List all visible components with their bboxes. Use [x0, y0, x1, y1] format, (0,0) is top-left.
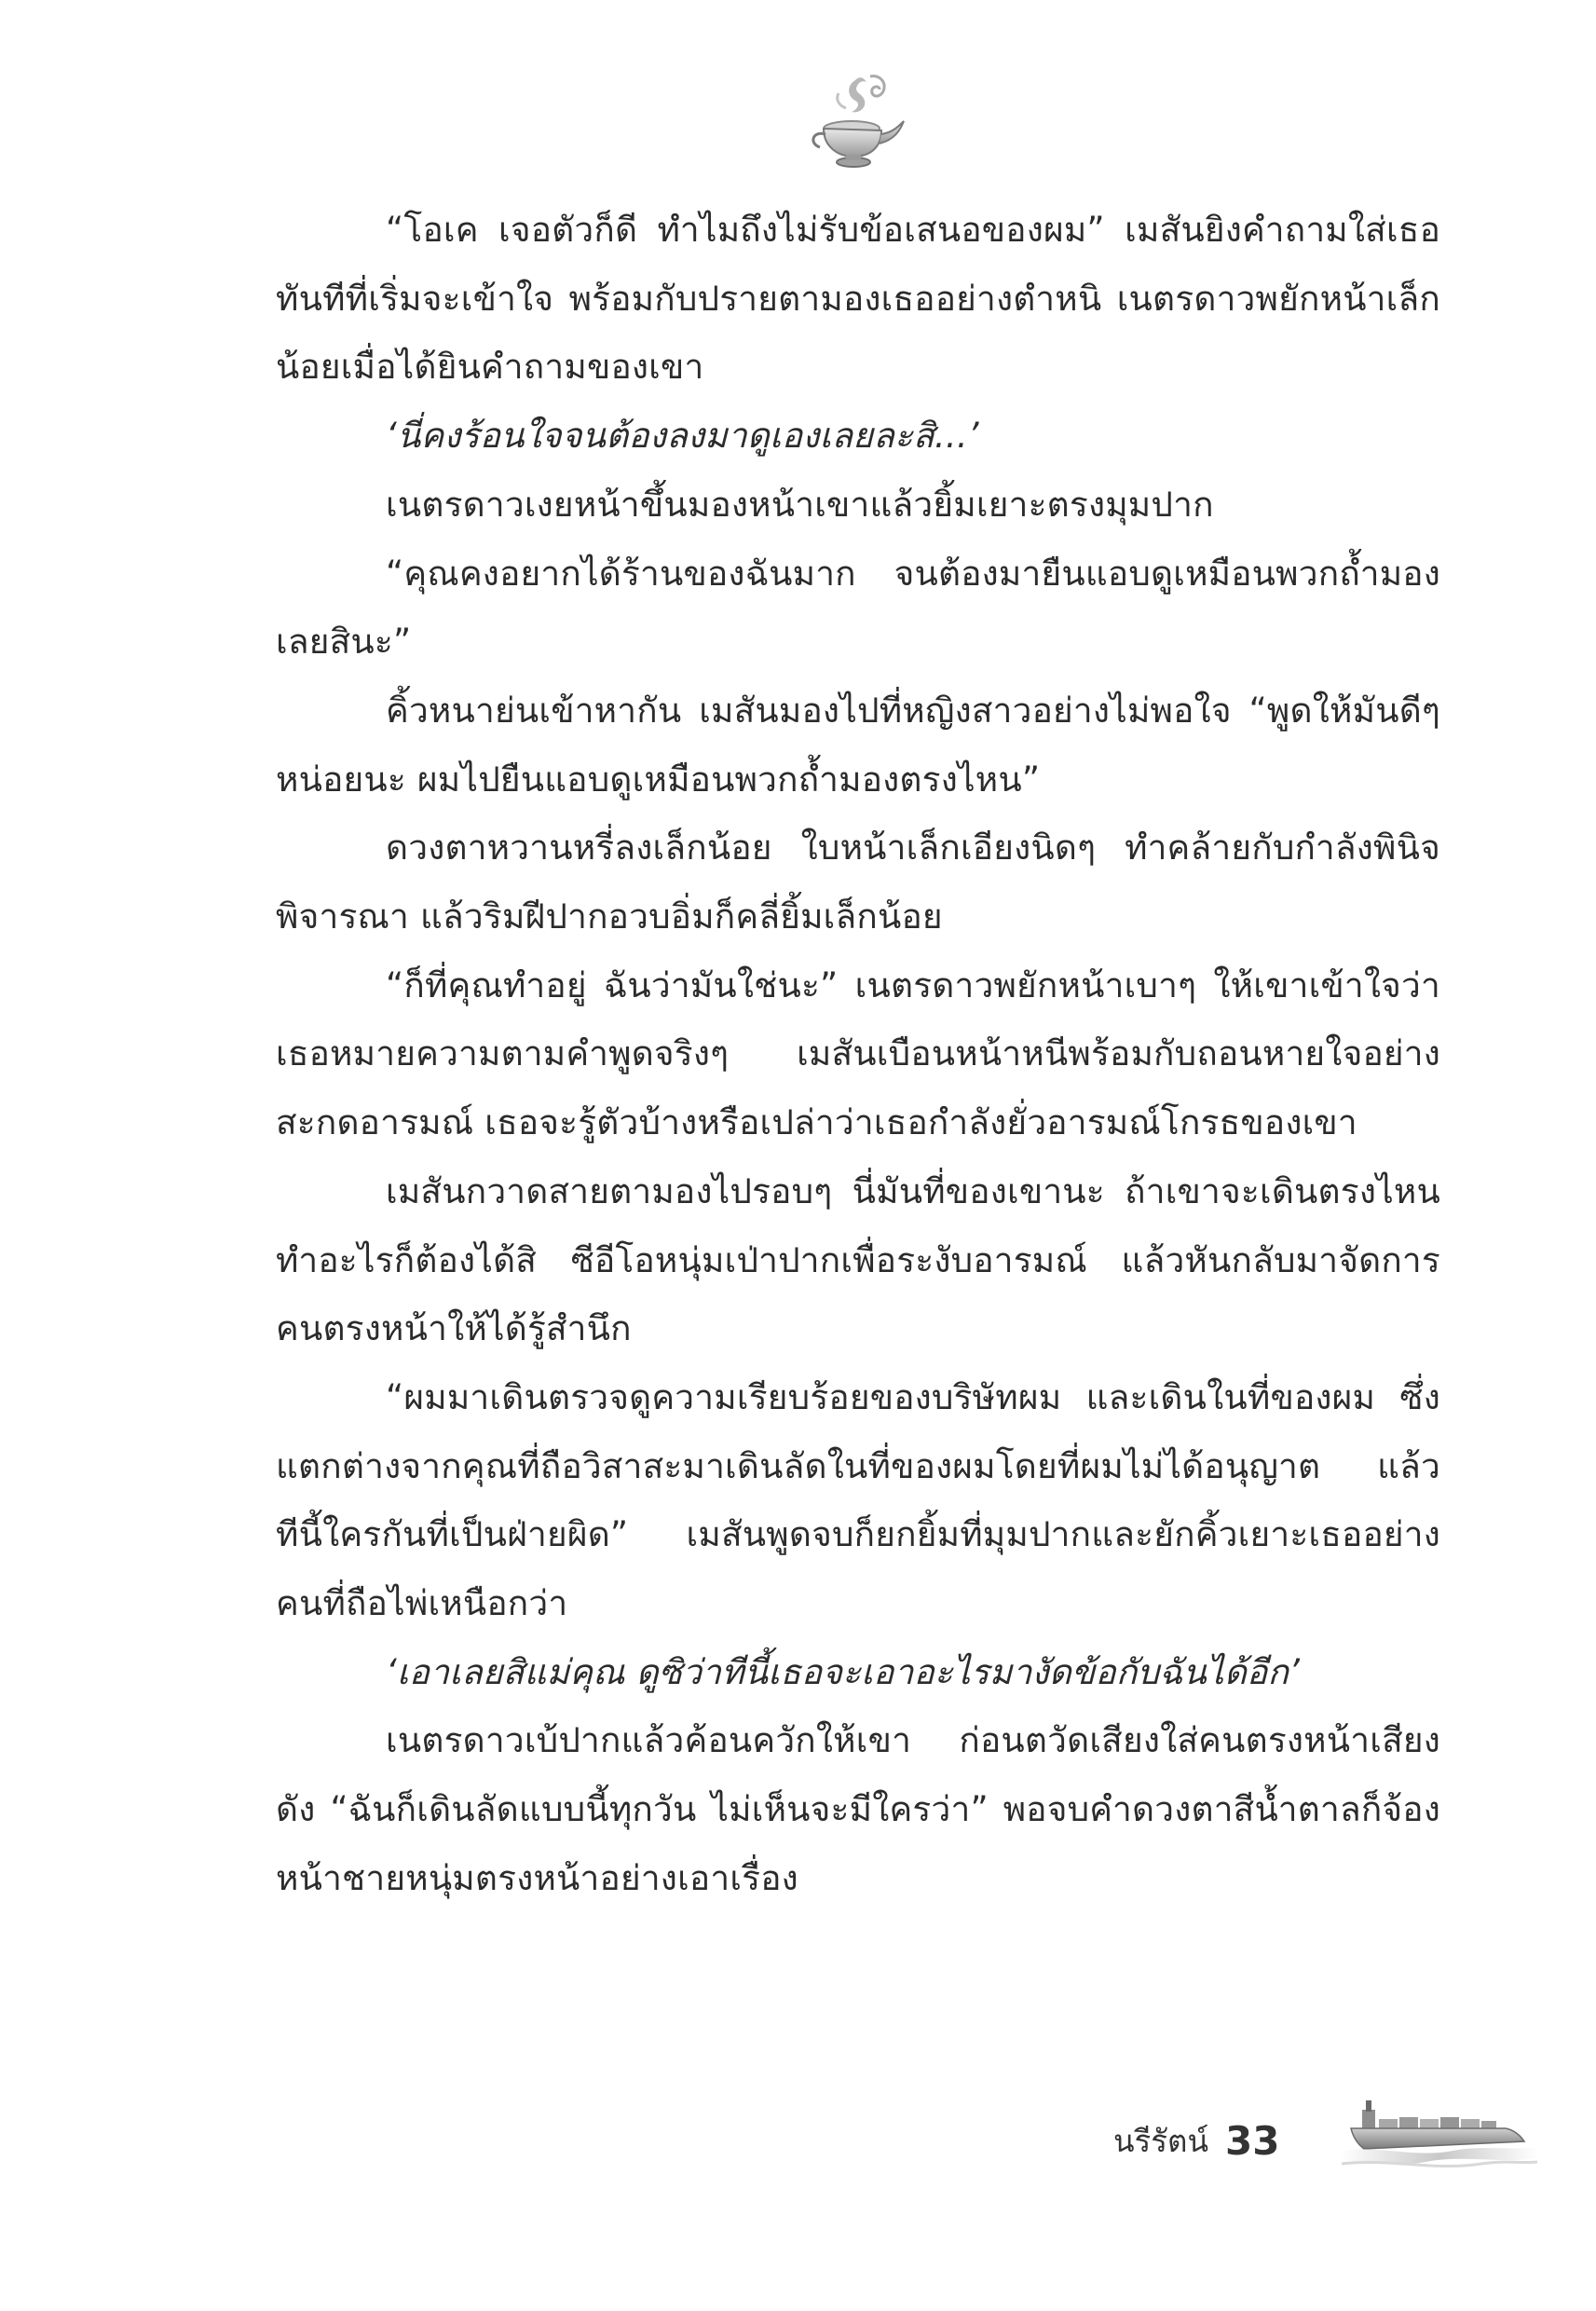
paragraph: “ก็ที่คุณทำอยู่ ฉันว่ามันใช่นะ” เนตรดาวพยักหน้าเบาๆ ให้เขาเข้าใจว่าเธอหมายความตามคำพูดจริงๆ เมสันเบือนหน้าหนีพร้อมกับถอนหายใจอย่างสะกดอารมณ์ เธอจะรู้ตัวบ้างหรือเปล่าว่าเธอกำลังยั่วอารมณ์โกรธของเขา — [276, 964, 1440, 1143]
paragraph: เมสันกวาดสายตามองไปรอบๆ นี่มันที่ของเขานะ ถ้าเขาจะเดินตรงไหน ทำอะไรก็ต้องได้สิ ซีอีโอหนุ่มเป่าปากเพื่อระงับอารมณ์ แล้วหันกลับมาจัดการคนตรงหน้าให้ได้รู้สำนึก — [276, 1170, 1440, 1349]
paragraph: “โอเค เจอตัวก็ดี ทำไมถึงไม่รับข้อเสนอของผม” เมสันยิงคำถามใส่เธอทันทีที่เริ่มจะเข้าใจ พร้อมกับปรายตามองเธออย่างตำหนิ เนตรดาวพยักหน้าเล็กน้อยเมื่อได้ยินคำถามของเขา — [276, 210, 1440, 388]
paragraph: “ผมมาเดินตรวจดูความเรียบร้อยของบริษัทผม และเดินในที่ของผม ซึ่งแตกต่างจากคุณที่ถือวิสาสะมาเดินลัดในที่ของผมโดยที่ผมไม่ได้อนุญาต แล้วทีนี้ใครกันที่เป็นฝ่ายผิด” เมสันพูดจบก็ยกยิ้มที่มุมปากและยักคิ้วเยาะเธออย่างคนที่ถือไพ่เหนือกว่า — [276, 1376, 1440, 1624]
container-ship-icon — [1342, 2093, 1537, 2181]
genie-lamp-icon — [801, 73, 906, 173]
body-text — [276, 196, 1440, 1913]
paragraph: ดวงตาหวานหรี่ลงเล็กน้อย ใบหน้าเล็กเอียงนิดๆ ทำคล้ายกับกำลังพินิจพิจารณา แล้วริมฝีปากอวบอิ่มก็คลี่ยิ้มเล็กน้อย — [276, 827, 1440, 937]
paragraph: คิ้วหนาย่นเข้าหากัน เมสันมองไปที่หญิงสาวอย่างไม่พอใจ “พูดให้มันดีๆ หน่อยนะ ผมไปยืนแอบดูเหมือนพวกถ้ำมองตรงไหน” — [276, 690, 1440, 800]
paragraph: เนตรดาวเงยหน้าขึ้นมองหน้าเขาแล้วยิ้มเยาะตรงมุมปาก — [386, 484, 1214, 525]
page-number: 33 — [1225, 2117, 1280, 2164]
author-name: นรีรัตน์ — [1113, 2122, 1208, 2159]
paragraph: “คุณคงอยากได้ร้านของฉันมาก จนต้องมายืนแอบดูเหมือนพวกถ้ำมองเลยสินะ” — [276, 553, 1440, 663]
paragraph-inner-thought: ‘เอาเลยสิแม่คุณ ดูซิว่าทีนี้เธอจะเอาอะไรมางัดข้อกับฉันได้อีก’ — [386, 1651, 1301, 1692]
paragraph-inner-thought: ‘นี่คงร้อนใจจนต้องลงมาดูเองเลยละสิ...’ — [386, 416, 979, 457]
page-footer — [1113, 2108, 1279, 2173]
paragraph: เนตรดาวเบ้ปากแล้วค้อนควักให้เขา ก่อนตวัดเสียงใส่คนตรงหน้าเสียงดัง “ฉันก็เดินลัดแบบนี้ทุกวัน ไม่เห็นจะมีใครว่า” พอจบคำดวงตาสีน้ำตาลก็จ้องหน้าชายหนุ่มตรงหน้าอย่างเอาเรื่อง — [276, 1720, 1440, 1898]
